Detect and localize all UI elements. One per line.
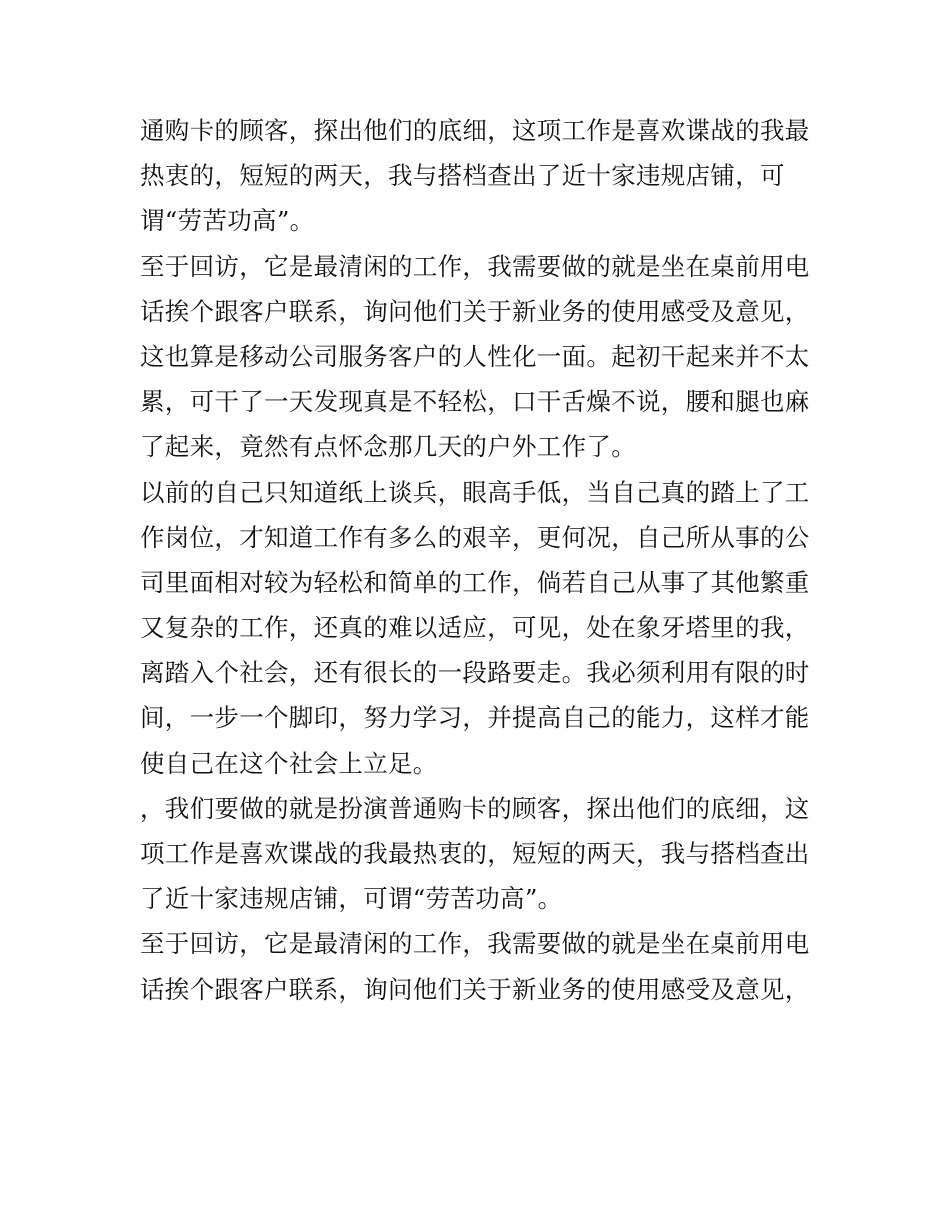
text-line: 以前的自己只知道纸上谈兵，眼高手低，当自己真的踏上了工 xyxy=(140,477,810,507)
text-line: 至于回访，它是最清闲的工作，我需要做的就是坐在桌前用电 xyxy=(140,251,810,281)
document-body xyxy=(140,108,820,1012)
text-line: 间，一步一个脚印，努力学习，并提高自己的能力，这样才能 xyxy=(140,703,810,733)
text-line: 了起来，竟然有点怀念那几天的户外工作了。 xyxy=(140,432,636,462)
text-line: 话挨个跟客户联系，询问他们关于新业务的使用感受及意见， xyxy=(140,974,810,1004)
text-line: 通购卡的顾客，探出他们的底细，这项工作是喜欢谍战的我最 xyxy=(140,116,810,145)
text-line: 至于回访，它是最清闲的工作，我需要做的就是坐在桌前用电 xyxy=(140,929,810,959)
text-line: 使自己在这个社会上立足。 xyxy=(140,748,438,778)
text-line: 又复杂的工作，还真的难以适应，可见，处在象牙塔里的我， xyxy=(140,613,810,643)
text-line: 话挨个跟客户联系，询问他们关于新业务的使用感受及意见， xyxy=(140,296,810,326)
text-line: 了近十家违规店铺，可谓“劳苦功高”。 xyxy=(140,884,563,914)
text-line: 这也算是移动公司服务客户的人性化一面。起初干起来并不太 xyxy=(140,341,810,371)
text-line: 项工作是喜欢谍战的我最热衷的，短短的两天，我与搭档查出 xyxy=(140,839,810,868)
text-line: ，我们要做的就是扮演普通购卡的顾客，探出他们的底细，这 xyxy=(140,793,810,823)
text-line: 离踏入个社会，还有很长的一段路要走。我必须利用有限的时 xyxy=(140,658,810,688)
text-line: 司里面相对较为轻松和简单的工作，倘若自己从事了其他繁重 xyxy=(140,567,810,597)
text-line: 谓“劳苦功高”。 xyxy=(140,206,315,236)
text-line: 热衷的，短短的两天，我与搭档查出了近十家违规店铺，可 xyxy=(140,161,785,191)
text-line: 作岗位，才知道工作有多么的艰辛，更何况，自己所从事的公 xyxy=(140,522,810,552)
text-line: 累，可干了一天发现真是不轻松，口干舌燥不说，腰和腿也麻 xyxy=(140,387,810,417)
